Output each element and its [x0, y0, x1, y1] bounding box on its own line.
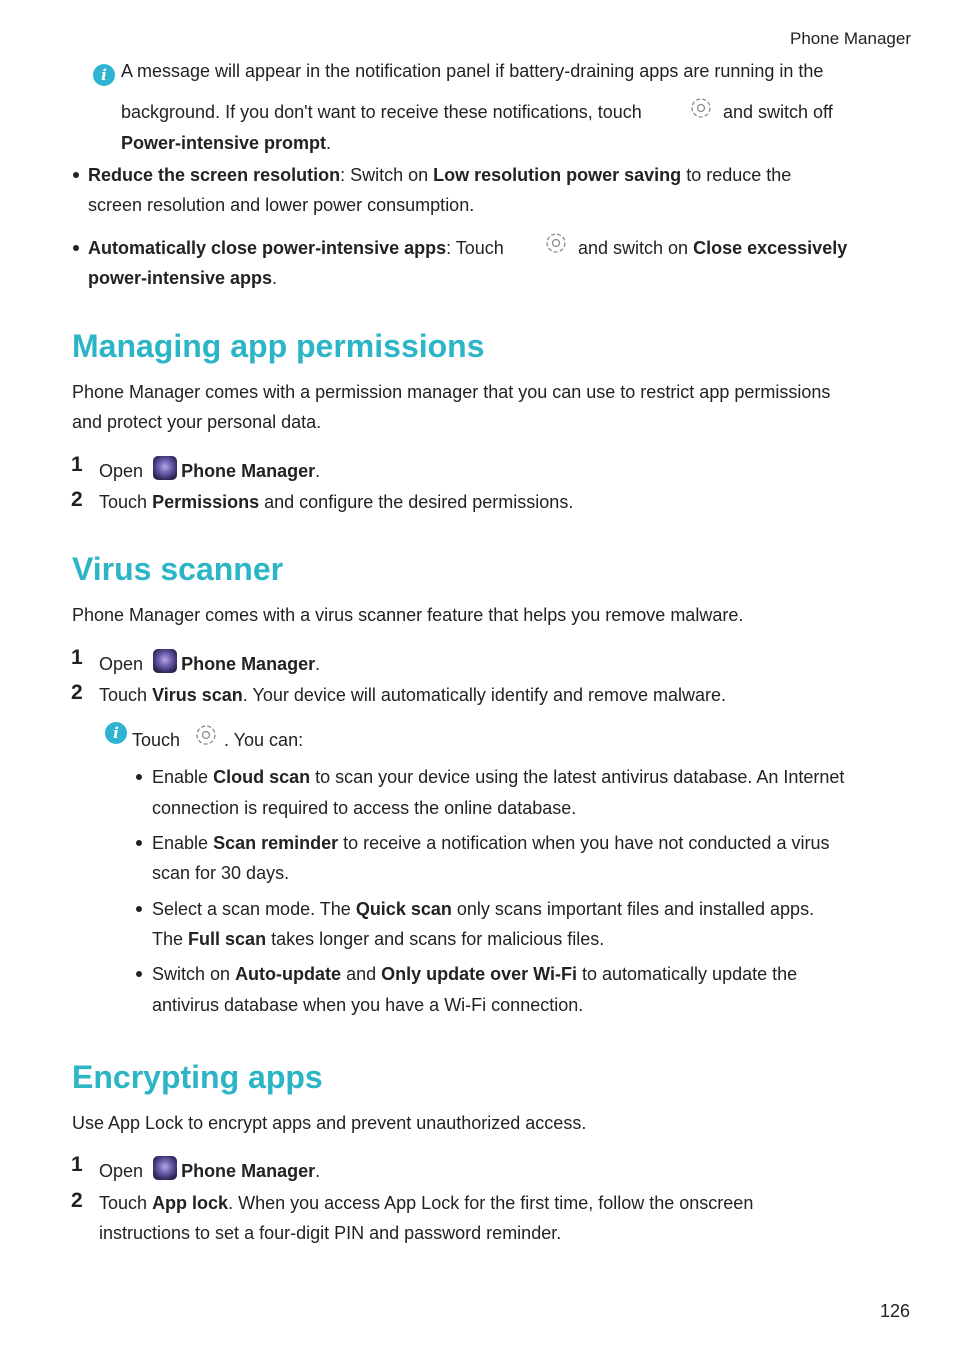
- step-number: 2: [71, 488, 83, 511]
- bullet-dot: [136, 906, 142, 912]
- bullet-resolution-line-2: screen resolution and lower power consumption.: [88, 195, 475, 215]
- virus-item-3-line-1: [152, 898, 814, 920]
- text: to reduce the: [686, 165, 792, 185]
- step-number: 2: [71, 1189, 83, 1212]
- punctuation: .: [326, 133, 332, 153]
- note-line-3: [121, 132, 331, 154]
- text: takes longer and scans for malicious files.: [271, 929, 605, 949]
- text: Touch: [99, 492, 148, 512]
- virus-item-4-line-1: [152, 963, 797, 985]
- bullet-dot: [136, 971, 142, 977]
- bold-text: Reduce the screen resolution: [88, 165, 341, 185]
- text: : Switch on: [340, 165, 429, 185]
- bold-text: Auto-update: [235, 964, 342, 984]
- virus-item-1-line-1: [152, 766, 844, 788]
- virus-note-post: . You can:: [224, 730, 304, 750]
- app-name: Phone Manager: [181, 654, 316, 674]
- punctuation: .: [315, 1161, 321, 1181]
- text: Open: [99, 654, 144, 674]
- step-number: 1: [71, 453, 83, 476]
- bullet-dot: [136, 774, 142, 780]
- bullet-dot: [136, 840, 142, 846]
- text: and configure the desired permissions.: [264, 492, 574, 512]
- virus-note-pre: Touch: [132, 730, 181, 750]
- bullet-autoclose-line-1a: [88, 237, 504, 259]
- bold-text: Quick scan: [355, 899, 452, 919]
- punctuation: .: [315, 461, 321, 481]
- bullet-dot: [73, 245, 79, 251]
- note-text: background. If you don't want to receive these notifications, touch: [121, 102, 642, 122]
- phone-manager-app-icon: [153, 649, 177, 673]
- section-title-permissions: Managing app permissions: [72, 328, 485, 364]
- running-header: Phone Manager: [790, 29, 911, 48]
- gear-icon: [688, 95, 714, 121]
- text: . When you access App Lock for the first time, follow the onscreen: [228, 1193, 754, 1213]
- permissions-intro-2: and protect your personal data.: [72, 412, 322, 432]
- punctuation: .: [315, 654, 321, 674]
- virus-item-2-line-1: [152, 832, 829, 854]
- bullet-dot: [73, 172, 79, 178]
- text: and switch on: [578, 238, 689, 258]
- punctuation: .: [272, 268, 278, 288]
- info-icon: i: [105, 722, 127, 744]
- gear-icon: [193, 722, 219, 748]
- text: Select a scan mode. The: [152, 899, 351, 919]
- bold-text: Low resolution power saving: [433, 165, 682, 185]
- virus-item-1-line-2: connection is required to access the online database.: [152, 798, 577, 818]
- virus-item-4-line-2: antivirus database when you have a Wi-Fi connection.: [152, 995, 584, 1015]
- virus-item-2-line-2: scan for 30 days.: [152, 863, 290, 883]
- text: Touch: [99, 685, 148, 705]
- text: to scan your device using the latest antivirus database. An Internet: [315, 767, 845, 787]
- text: and: [346, 964, 377, 984]
- section-title-virus: Virus scanner: [72, 551, 284, 587]
- bold-text: Automatically close power-intensive apps: [88, 238, 447, 258]
- permissions-intro-1: Phone Manager comes with a permission manager that you can use to restrict app permissions: [72, 382, 831, 402]
- text: only scans important files and installed apps.: [456, 899, 815, 919]
- bold-text: Scan reminder: [213, 833, 339, 853]
- text: . Your device will automatically identify and remove malware.: [242, 685, 727, 705]
- note-line-2-end: and switch off: [723, 102, 833, 122]
- bold-text: Cloud scan: [213, 767, 311, 787]
- bullet-resolution-line-1: [88, 164, 791, 186]
- bold-text: power-intensive apps: [88, 268, 273, 288]
- page-number: 126: [879, 1301, 910, 1321]
- permissions-step-1: [99, 456, 320, 482]
- encrypt-step-2-line-2: instructions to set a four-digit PIN and password reminder.: [99, 1223, 562, 1243]
- text: Switch on: [152, 964, 231, 984]
- text: : Touch: [446, 238, 504, 258]
- step-number: 2: [71, 681, 83, 704]
- text: to automatically update the: [582, 964, 798, 984]
- bullet-autoclose-line-2: [88, 267, 277, 289]
- text: Touch: [99, 1193, 148, 1213]
- bold-text: Close excessively: [693, 238, 848, 258]
- text: to receive a notification when you have not conducted a virus: [343, 833, 830, 853]
- encrypt-intro: Use App Lock to encrypt apps and prevent unauthorized access.: [72, 1113, 587, 1133]
- note-line-1: A message will appear in the notification panel if battery-draining apps are running in the: [121, 61, 824, 81]
- virus-step-2: [99, 684, 726, 706]
- step-number: 1: [71, 646, 83, 669]
- app-name: Phone Manager: [181, 1161, 316, 1181]
- info-icon: i: [93, 64, 115, 86]
- setting-name: Power-intensive prompt: [121, 133, 327, 153]
- phone-manager-app-icon: [153, 456, 177, 480]
- text: The: [152, 929, 184, 949]
- text: Open: [99, 461, 144, 481]
- virus-intro: Phone Manager comes with a virus scanner feature that helps you remove malware.: [72, 605, 744, 625]
- text: Enable: [152, 767, 209, 787]
- permissions-step-2: [99, 491, 573, 513]
- virus-step-1: [99, 649, 320, 675]
- bold-text: Permissions: [152, 492, 260, 512]
- bold-text: Full scan: [188, 929, 267, 949]
- note-line-2: [121, 101, 642, 123]
- bold-text: Virus scan: [152, 685, 243, 705]
- virus-item-3-line-2: [152, 928, 604, 950]
- encrypt-step-2-line-1: [99, 1192, 753, 1214]
- bullet-autoclose-line-1b: [578, 237, 847, 259]
- gear-icon: [543, 230, 569, 256]
- app-name: Phone Manager: [181, 461, 316, 481]
- text: Enable: [152, 833, 209, 853]
- encrypt-step-1: [99, 1156, 320, 1182]
- step-number: 1: [71, 1153, 83, 1176]
- text: Open: [99, 1161, 144, 1181]
- section-title-encrypt: Encrypting apps: [72, 1059, 323, 1095]
- bold-text: Only update over Wi-Fi: [381, 964, 577, 984]
- phone-manager-app-icon: [153, 1156, 177, 1180]
- bold-text: App lock: [152, 1193, 229, 1213]
